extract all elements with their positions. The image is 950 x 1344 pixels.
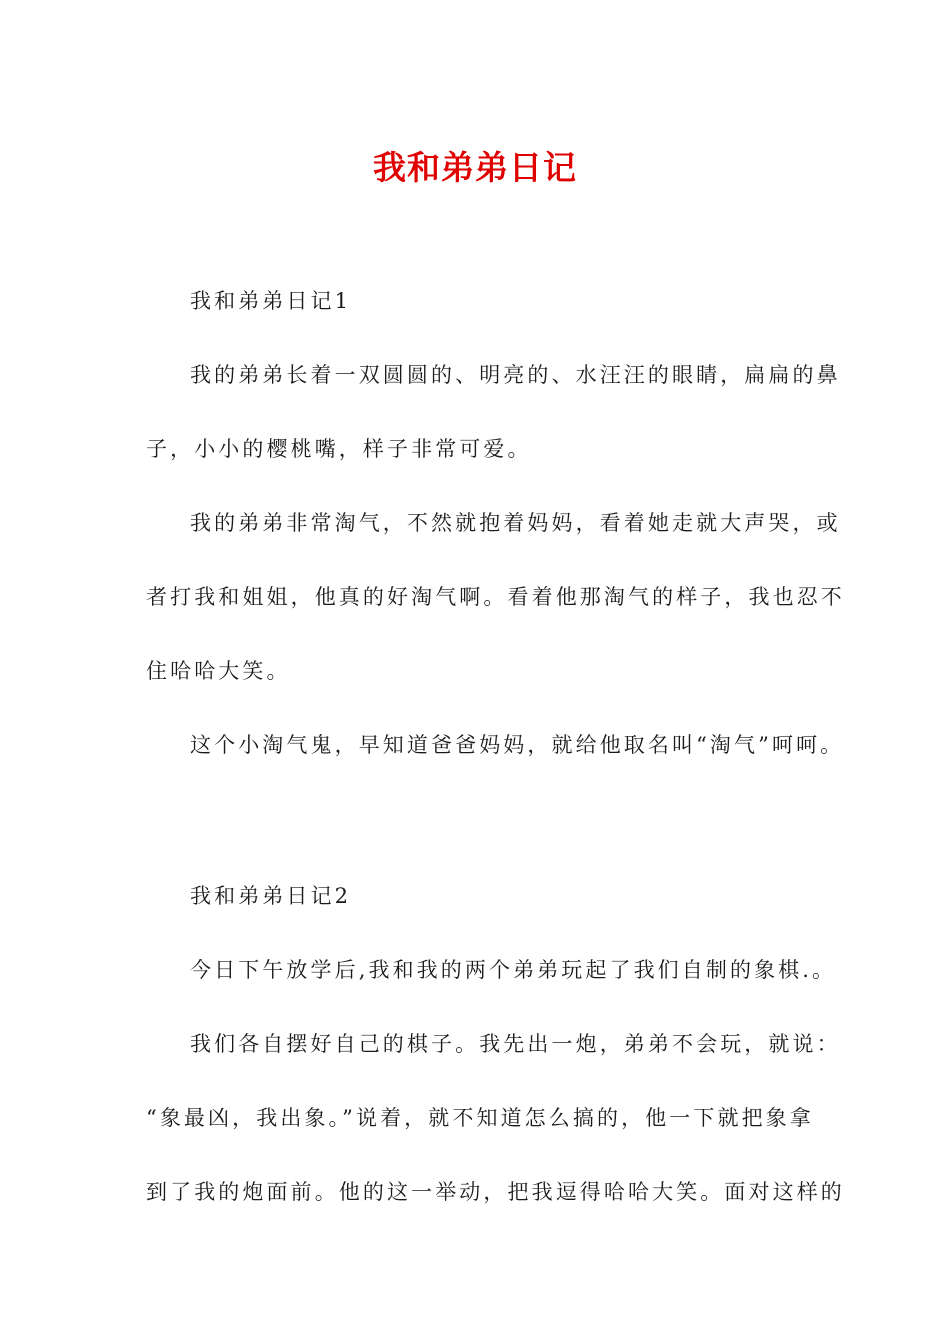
paragraph-line: 者打我和姐姐，他真的好淘气啊。看着他那淘气的样子，我也忍不 (146, 585, 845, 609)
paragraph-line: 我的弟弟非常淘气，不然就抱着妈妈，看着她走就大声哭，或 (190, 511, 841, 535)
paragraph-line: 住哈哈大笑。 (146, 659, 291, 683)
paragraph-line: 这个小淘气鬼，早知道爸爸妈妈，就给他取名叫“淘气”呵呵。 (190, 733, 845, 757)
paragraph-line: “象最凶，我出象。”说着，就不知道怎么搞的，他一下就把象拿 (146, 1106, 814, 1130)
section-heading-2: 我和弟弟日记2 (190, 884, 352, 908)
paragraph-line: 我们各自摆好自己的棋子。我先出一炮，弟弟不会玩，就说： (190, 1032, 841, 1056)
paragraph-line: 今日下午放学后,我和我的两个弟弟玩起了我们自制的象棋.。 (190, 958, 837, 982)
document-title: 我和弟弟日记 (373, 148, 577, 187)
paragraph-line: 到了我的炮面前。他的这一举动，把我逗得哈哈大笑。面对这样的 (146, 1180, 845, 1204)
paragraph-line: 子，小小的樱桃嘴，样子非常可爱。 (146, 437, 532, 461)
paragraph-line: 我的弟弟长着一双圆圆的、明亮的、水汪汪的眼睛，扁扁的鼻 (190, 363, 841, 387)
section-heading-1: 我和弟弟日记1 (190, 289, 352, 313)
